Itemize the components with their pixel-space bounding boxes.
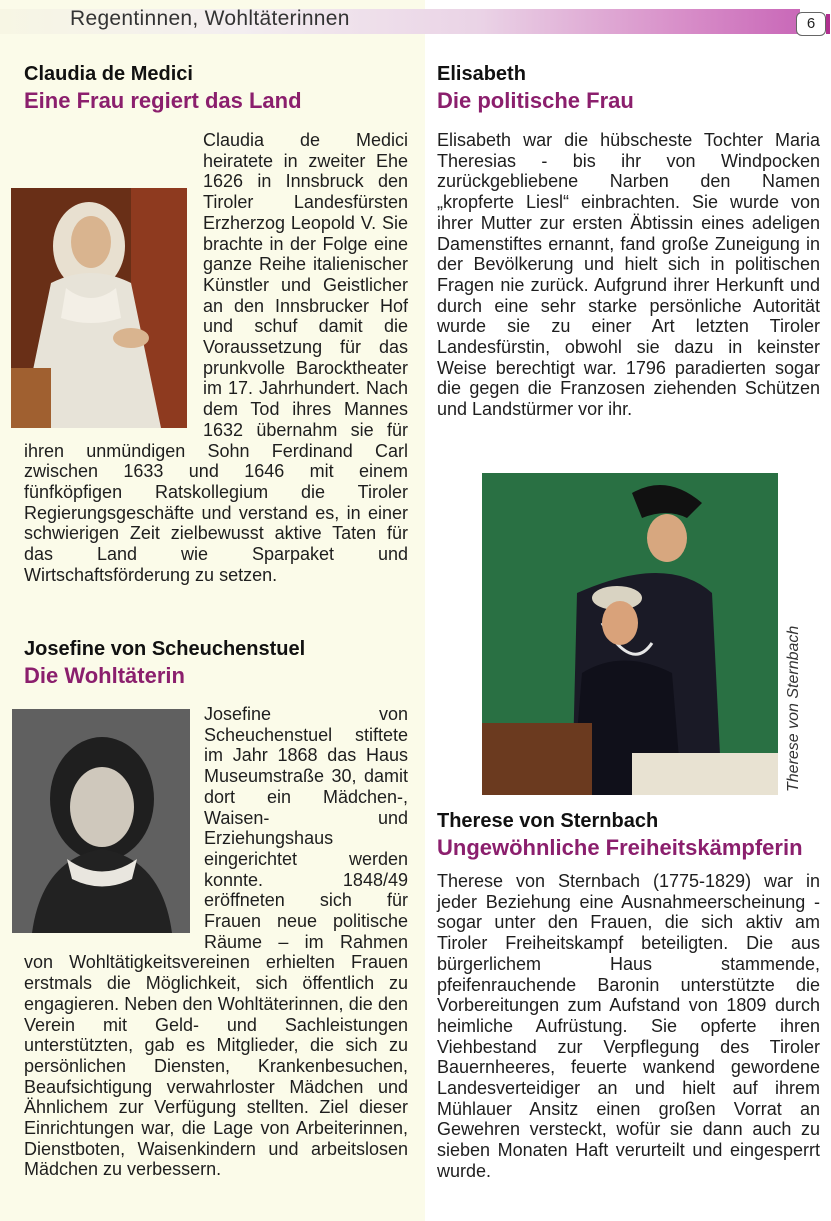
article-name-josefine: Josefine von Scheuchenstuel	[24, 638, 306, 660]
article-name-therese: Therese von Sternbach	[437, 810, 659, 832]
article-text-josefine	[24, 704, 408, 1180]
portrait-claudia-de-medici	[11, 188, 187, 428]
article-subtitle-claudia: Eine Frau regiert das Land	[24, 88, 302, 113]
article-name-claudia: Claudia de Medici	[24, 63, 193, 85]
portrait-claudia-image	[11, 188, 187, 428]
section-title: Regentinnen, Wohltäterinnen	[70, 7, 350, 30]
article-name-elisabeth: Elisabeth	[437, 63, 526, 85]
figure-caption	[783, 598, 805, 792]
article-subtitle-therese: Ungewöhnliche Freiheitskämpferin	[437, 835, 803, 860]
page-number: 6	[796, 12, 826, 36]
article-subtitle-josefine: Die Wohltäterin	[24, 663, 185, 688]
article-text-therese: Therese von Sternbach (1775-1829) war in jeder Beziehung eine Ausnahmeerscheinung - sogar unter den Frauen, die sich aktiv am Tiroler Freiheitskampf beteiligten. Die aus bürgerlichem Haus stammende, pfeifenrauchende Baronin unterstützte die Vorbereitungen zum Aufstand von 1809 durch heimliche Aufrüstung. Sie opferte ihren Viehbestand zur Verpflegung des Tiroler Bauernheeres, feuerte wankend gewordene Landesverteidiger an und hielt auf ihrem Mühlauer Ansitz einen großen Vorrat an Gewehren versteckt, wofür sie dann auch zu sieben Monaten Haft verurteilt und eingesperrt wurde.	[437, 871, 820, 1181]
paragraph-claudia: Claudia de Medici heiratete in zweiter Ehe 1626 in Innsbruck den Tiroler Landesfürsten Erzherzog Leopold V. Sie brachte in der Folge eine ganze Reihe italienischer Künstler und Geistlicher an den Innsbrucker Hof und schuf damit die Voraussetzung für das prunkvolle Barocktheater im 17. Jahrhundert. Nach dem Tod ihres Mannes 1632 übernahm sie für ihren unmündigen Sohn Ferdinand Carl zwischen 1633 und 1646 mit einem fünfköpfigen Ratskollegium die Tiroler Regierungsgeschäfte und verstand es, in einer schwierigen Zeit zielbewusst aktive Taten für das Land wie Sparpaket und Wirtschaftsförderung zu setzen.	[24, 130, 408, 585]
article-text-claudia	[24, 130, 408, 585]
page-marker	[826, 14, 830, 34]
article-text-elisabeth: Elisabeth war die hübscheste Tochter Maria Theresias - bis ihr von Windpocken zurückgebliebene Narben den Namen „kropferte Liesl“ einbrachten. Sie wurde von ihrer Mutter zur ersten Äbtissin eines adeligen Damenstiftes ernannt, fand große Zuneigung in der Bevölkerung und hielt sich in politischen Fragen nie zurück. Aufgrund ihrer Herkunft und durch eine sehr starke persönliche Autorität wurde sie zu einer Art letzten Tiroler Landesfürstin, obwohl sie dazu in keinster Weise berechtigt war. 1796 paradierten sogar die gegen die Franzosen ziehenden Schützen und Landstürmer vor ihr.	[437, 130, 820, 420]
figure-caption-text: Therese von Sternbach	[785, 625, 802, 792]
portrait-josefine	[12, 709, 190, 933]
portrait-josefine-image	[12, 709, 190, 933]
article-subtitle-elisabeth: Die politische Frau	[437, 88, 634, 113]
portrait-therese-von-sternbach	[482, 473, 778, 795]
paragraph-josefine: Josefine von Scheuchenstuel stiftete im Jahr 1868 das Haus Museumstraße 30, damit dort ein Mädchen-, Waisen- und Erziehungshaus eingerichtet werden konnte. 1848/49 eröffneten sich für Frauen neue politische Räume – im Rahmen von Wohltätigkeitsvereinen erhielten Frauen erstmals die Möglichkeit, sich öffentlich zu engagieren. Neben den Wohltäterinnen, die den Verein mit Geld- und Sachleistungen unterstützten, gab es Mitglieder, die sich zu persönlichen Diensten, Krankenbesuchen, Beaufsichtigung verwahrloster Mädchen und Ähnlichem zur Verfügung stellten. Ziel dieser Einrichtungen war, die Lage von Arbeiterinnen, Dienstboten, Waisenkindern und arbeitslosen Mädchen zu verbessern.	[24, 704, 408, 1180]
portrait-therese-image	[482, 473, 778, 795]
